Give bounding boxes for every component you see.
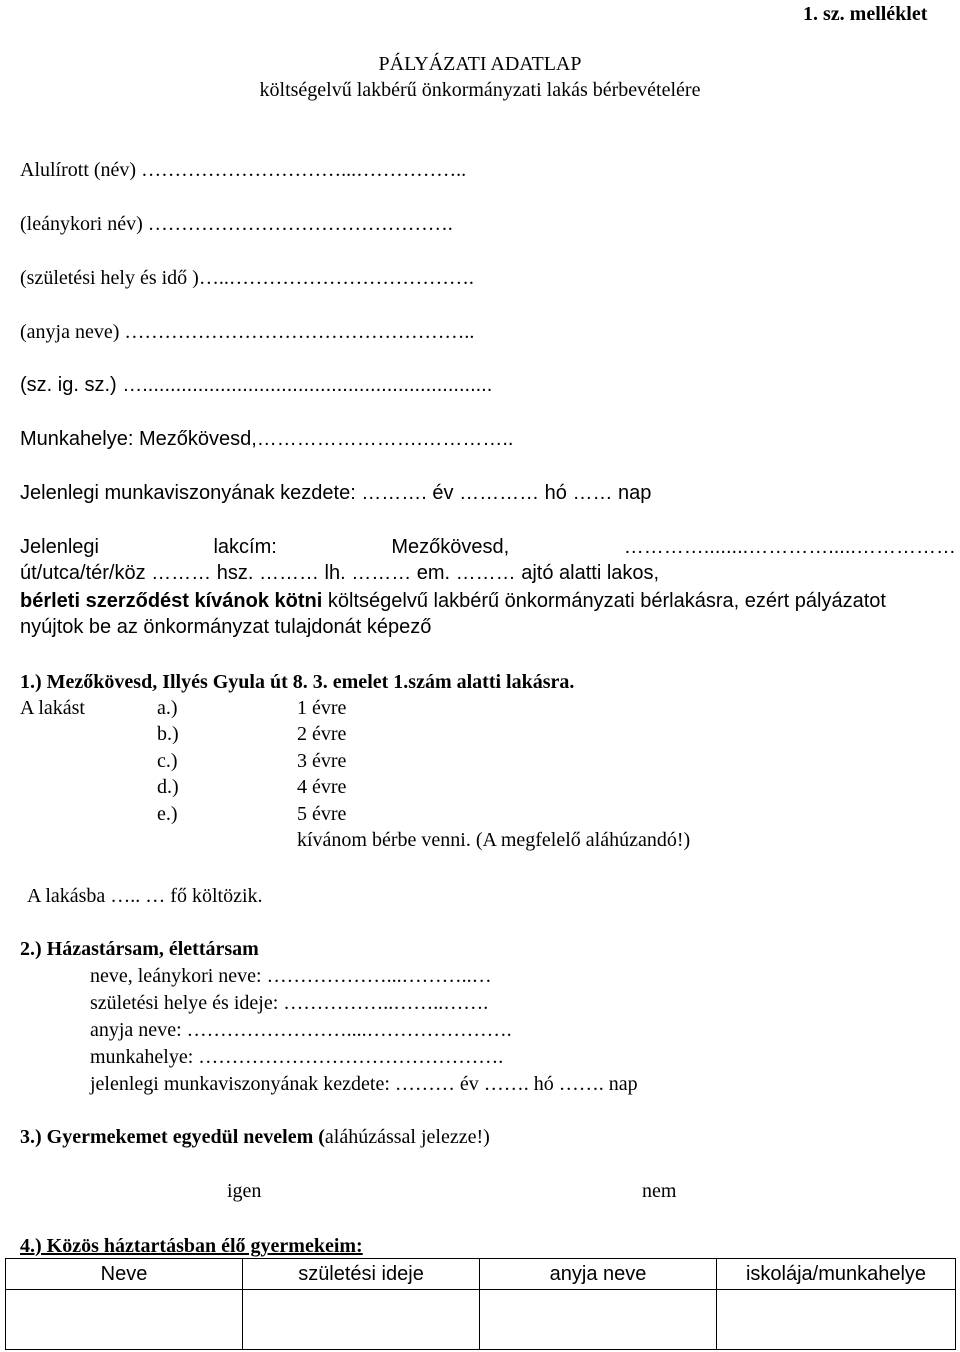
duration-option-a-value: 1 évre	[297, 697, 347, 719]
birth-field: (születési hely és idő )…..……………………………….	[20, 267, 474, 289]
table-cell[interactable]	[717, 1290, 956, 1350]
id-card-field: (sz. ig. sz.) …...............................................................	[20, 374, 493, 396]
mother-field: (anyja neve) ……………………………………………..	[20, 321, 475, 343]
section4-heading: 4.) Közös háztartásban élő gyermekeim:	[20, 1235, 363, 1257]
employment-start-field: Jelenlegi munkaviszonyának kezdete: ………. év ………… hó …… nap	[20, 482, 652, 504]
page-title: PÁLYÁZATI ADATLAP	[378, 53, 582, 75]
contract-statement: bérleti szerződést kívánok kötni	[20, 590, 323, 612]
duration-option-a-letter: a.)	[157, 697, 178, 719]
address-line-2: út/utca/tér/köz ……… hsz. ……… lh. ……… em. ……… ajtó alatti lakos,	[20, 562, 660, 584]
spouse-name-field: neve, leánykori neve: ………………...………..…	[90, 965, 492, 987]
address-word-city: Mezőkövesd,	[391, 536, 510, 558]
spouse-mother-field: anyja neve: ……………………....………………….	[90, 1019, 512, 1041]
duration-closing: kívánom bérbe venni. (A megfelelő aláhúzandó!)	[297, 829, 691, 851]
duration-option-c-value: 3 évre	[297, 750, 347, 772]
spouse-employment-field: jelenlegi munkaviszonyának kezdete: ……… év ……. hó ……. nap	[90, 1073, 638, 1095]
children-table-header	[6, 1259, 956, 1290]
section2-heading: 2.) Házastársam, élettársam	[20, 938, 259, 960]
address-line-1	[20, 535, 956, 559]
single-parent-yes[interactable]: igen	[227, 1180, 262, 1202]
duration-option-b-letter: b.)	[157, 723, 179, 745]
column-header-birth-date: születési ideje	[243, 1259, 480, 1290]
column-header-name: Neve	[6, 1259, 243, 1290]
section3-heading	[20, 1125, 490, 1149]
persons-moving-in: A lakásba ….. … fő költözik.	[27, 885, 263, 907]
address-word-current: Jelenlegi	[20, 536, 99, 558]
table-cell[interactable]	[6, 1290, 243, 1350]
page-subtitle: költségelvű lakbérű önkormányzati lakás bérbevételére	[259, 79, 701, 101]
duration-lead: A lakást	[20, 697, 85, 719]
maiden-name-field: (leánykori név) ……………………………………….	[20, 213, 453, 235]
children-table	[5, 1258, 956, 1350]
address-word-lakcim: lakcím:	[213, 536, 277, 558]
column-header-mother-name: anyja neve	[480, 1259, 717, 1290]
section1-heading: 1.) Mezőkövesd, Illyés Gyula út 8. 3. emelet 1.szám alatti lakásra.	[20, 671, 575, 693]
duration-option-e-value: 5 évre	[297, 803, 347, 825]
duration-option-d-letter: d.)	[157, 776, 179, 798]
address-line-3	[20, 589, 886, 613]
table-row	[6, 1290, 956, 1350]
single-parent-no[interactable]: nem	[642, 1180, 677, 1202]
table-cell[interactable]	[480, 1290, 717, 1350]
single-parent-instruction: aláhúzással jelezze!)	[324, 1126, 490, 1148]
duration-option-e-letter: e.)	[157, 803, 178, 825]
spouse-birth-field: születési helye és ideje: ……………..……..…….	[90, 992, 489, 1014]
address-line-4: nyújtok be az önkormányzat tulajdonát képező	[20, 616, 432, 638]
single-parent-statement: 3.) Gyermekemet egyedül nevelem (	[20, 1126, 325, 1148]
address-dots: …………........………….....……………	[623, 536, 956, 558]
name-field: Alulírott (név) …………………………...……………..	[20, 159, 467, 181]
duration-option-c-letter: c.)	[157, 750, 178, 772]
duration-option-b-value: 2 évre	[297, 723, 347, 745]
spouse-workplace-field: munkahelye: ……………………………………….	[90, 1046, 504, 1068]
duration-option-d-value: 4 évre	[297, 776, 347, 798]
column-header-school-workplace: iskolája/munkahelye	[717, 1259, 956, 1290]
contract-statement-rest: költségelvű lakbérű önkormányzati bérlakásra, ezért pályázatot	[322, 590, 886, 612]
annex-label: 1. sz. melléklet	[803, 3, 928, 25]
table-cell[interactable]	[243, 1290, 480, 1350]
workplace-field: Munkahelye: Mezőkövesd,…………………….…………..	[20, 428, 514, 450]
